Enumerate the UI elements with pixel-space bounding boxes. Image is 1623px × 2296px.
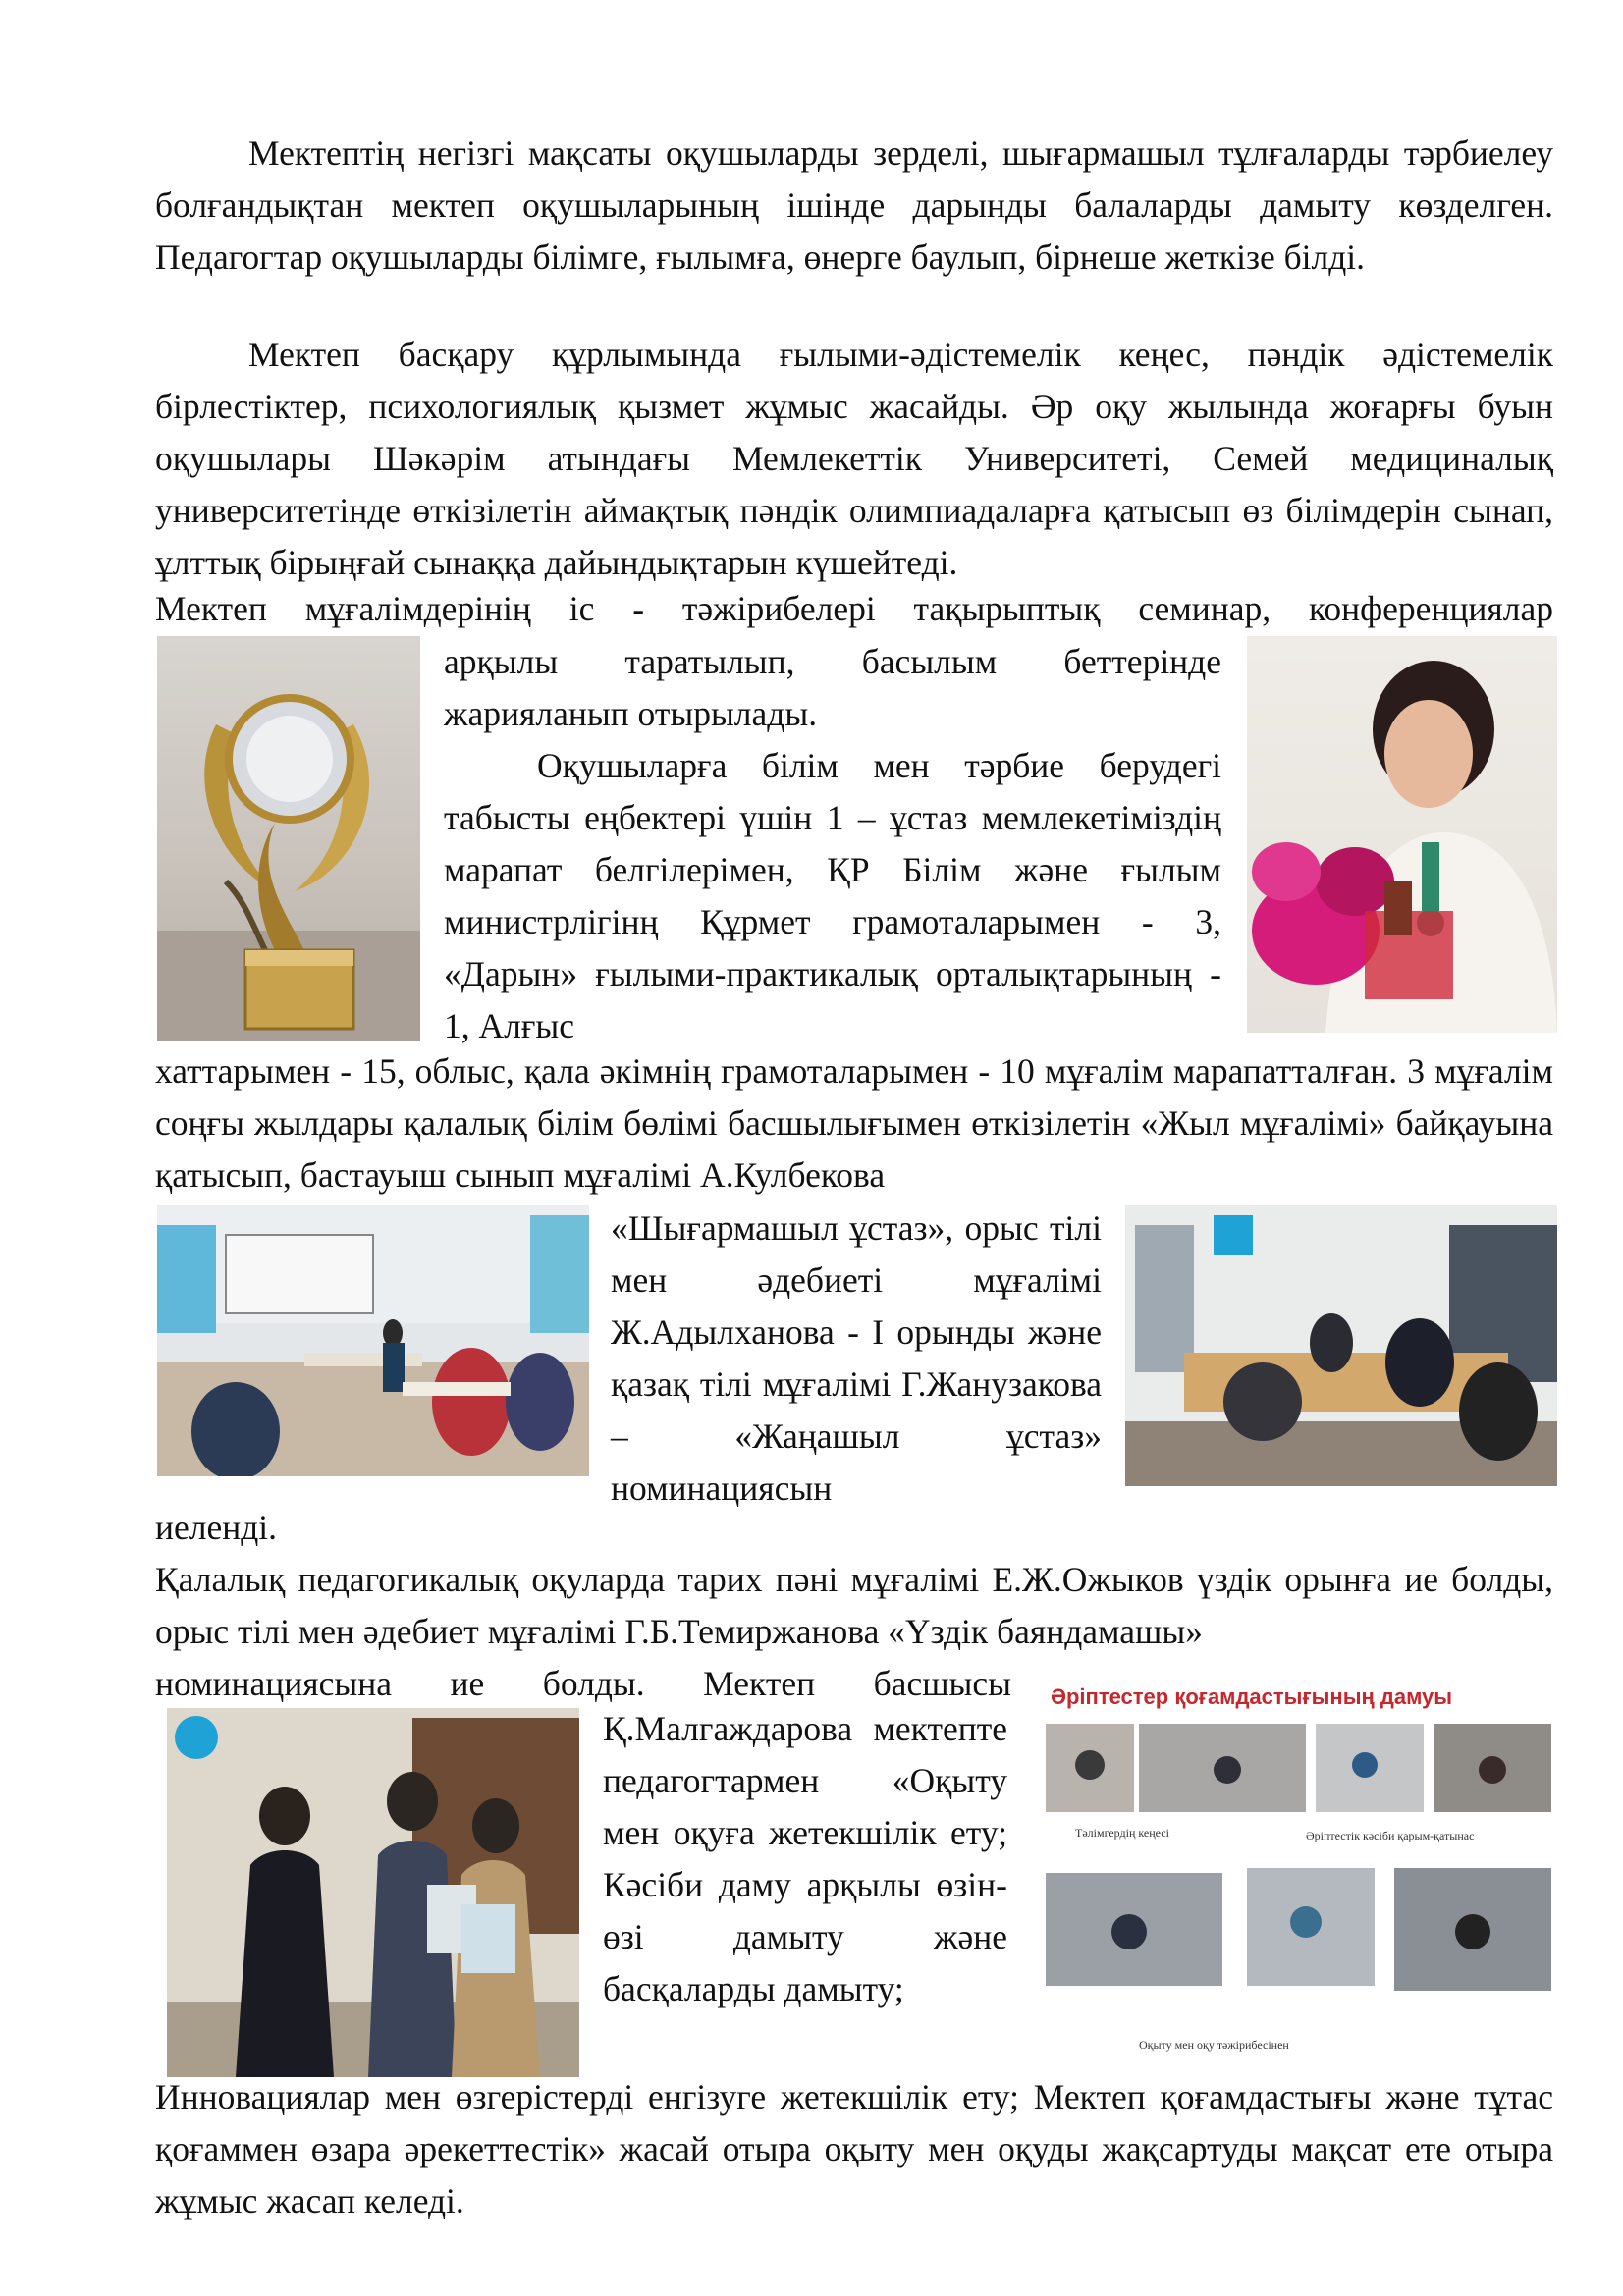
collage-caption-practice: Оқыту мен оқу тәжірибесінен <box>1139 2038 1289 2052</box>
collage-caption-mentor: Тәлімгердің кеңесі <box>1075 1826 1169 1840</box>
meeting-room-photo <box>1125 1205 1557 1486</box>
collage-caption-professional: Әріптестік кәсіби қарым-қатынас <box>1306 1829 1475 1842</box>
paragraph-competition: «Шығармашыл ұстаз», орыс тілі мен әдебиеті мұғалімі Ж.Адылханова - І орынды және қазақ тілі мұғалімі Г.Жанузакова – «Жаңашыл ұстаз» номинациясын <box>611 1208 1102 1508</box>
text-block-experience <box>444 636 1221 1052</box>
paragraph-readings: Қалалық педагогикалық оқуларда тарих пәні мұғалімі Е.Ж.Ожыков үздік орынға ие болды, орыс тілі мен әдебиет мұғалімі Г.Б.Темиржанова «Үздік баяндамашы» <box>155 1560 1553 1651</box>
paragraph-readings-line3: номинациясына ие болды. Мектеп басшысы <box>155 1664 1011 1703</box>
classroom-seminar-photo <box>157 1205 589 1476</box>
paragraph-goal: Мектептің негізгі мақсаты оқушыларды зерделі, шығармашыл тұлғаларды тәрбиелеу болғандықтан мектеп оқушыларының ішінде дарынды балаларды дамыту көзделген. Педагогтар оқушыларды білімге, ғылымға, өнерге баулып, бірнеше жеткізе білді. <box>155 133 1553 277</box>
paragraph-awards-continued: хаттарымен - 15, облыс, қала әкімнің грамоталарымен - 10 мұғалім марапатталған. 3 мұғалім соңғы жылдары қалалық білім бөлімі басшылығымен өткізілетін «Жыл мұғалімі» байқауына қатысып, бастауыш сынып мұғалімі А.Кулбекова <box>155 1051 1553 1195</box>
paragraph-structure: Мектеп басқару құрлымында ғылыми-әдістемелік кеңес, пәндік әдістемелік бірлестіктер, психологиялық қызмет жұмыс жасайды. Әр оқу жылында жоғарғы буын оқушылары Шәкәрім атындағы Мемлекеттік Университеті, Семей медициналық университетінде өткізілетін аймақтық пәндік олимпиадаларға қатысып өз білімдерін сынап, ұлттық бірыңғай сынаққа дайындықтарын күшейтеді. <box>155 335 1553 582</box>
paragraph-conclusion: Инновациялар мен өзгерістерді енгізуге жетекшілік ету; Мектеп қоғамдастығы және тұтас қоғаммен өзара әрекеттестік» жасай отыра оқыту мен оқуды жақсартуды мақсат ете отыра жұмыс жасап келеді. <box>155 2077 1553 2220</box>
colleagues-community-collage <box>1031 1677 1561 2059</box>
paragraph-experience-continued: арқылы таратылып, басылым беттерінде жарияланып отырылады. <box>444 642 1221 733</box>
award-trophy-photo <box>157 636 420 1041</box>
paragraph-awards: Оқушыларға білім мен тәрбие берудегі табысты еңбектері үшін 1 – ұстаз мемлекетіміздің марапат белгілерімен, ҚР Білім және ғылым министрлігінң Құрмет грамоталарымен - 3, «Дарын» ғылыми-практикалық орталықтарының - 1, Алғыс <box>444 746 1221 1045</box>
paragraph-principal: Қ.Малгаждарова мектепте педагогтармен «Оқыту мен оқуға жетекшілік ету; Кәсіби даму арқылы өзін-өзі дамыту және басқаларды дамыту; <box>603 1709 1007 2008</box>
paragraph-competition-end: иеленді. <box>155 1508 278 1547</box>
teacher-portrait-photo <box>1247 636 1557 1033</box>
award-ceremony-photo <box>167 1708 579 2077</box>
paragraph-experience-line1: Мектеп мұғалімдерінің іс - тәжірибелері тақырыптық семинар, конференциялар <box>155 589 1553 628</box>
collage-title: Әріптестер қоғамдастығының дамуы <box>1051 1684 1453 1709</box>
